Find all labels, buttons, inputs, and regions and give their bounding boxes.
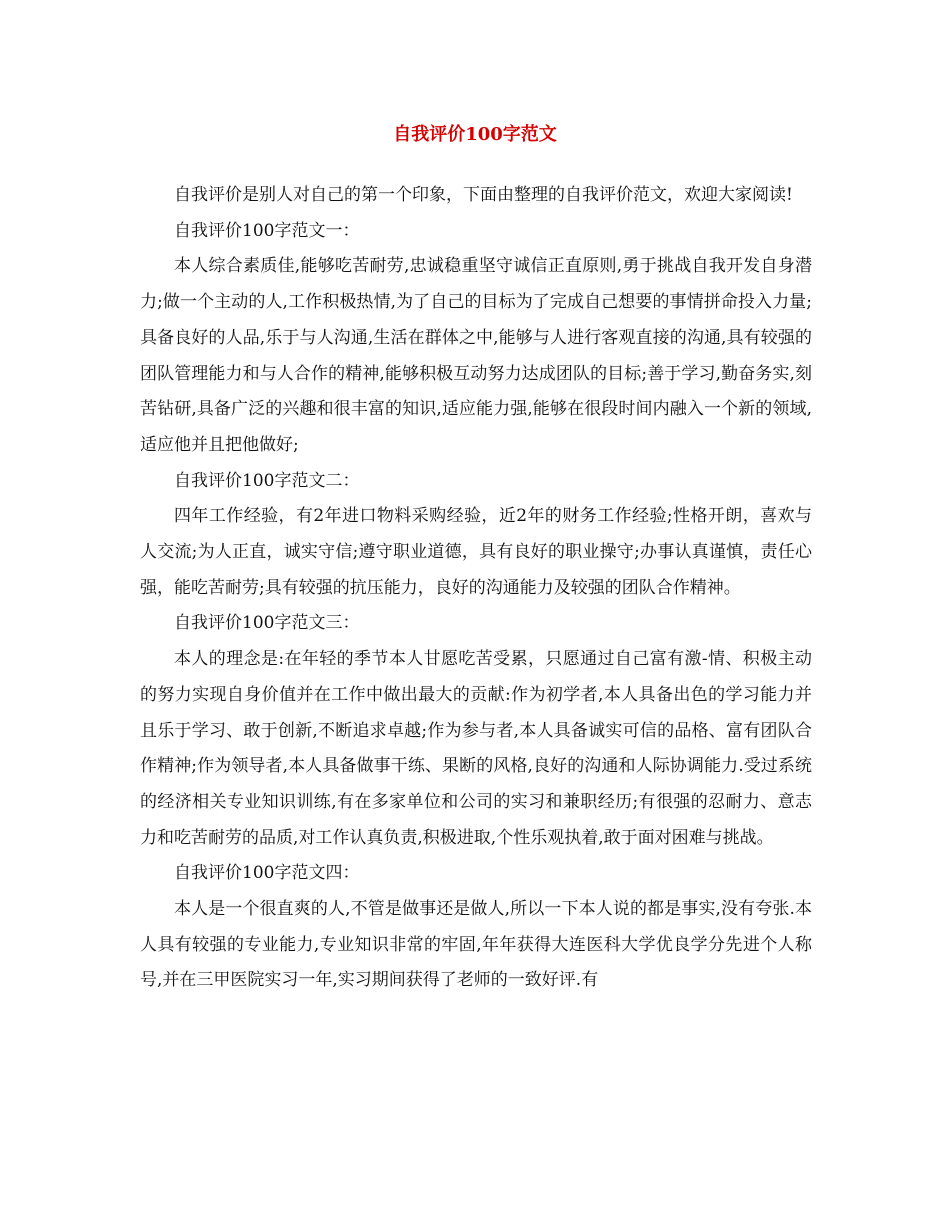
section-body-1: 本人综合素质佳,能够吃苦耐劳,忠诚稳重坚守诚信正直原则,勇于挑战自我开发自身潜力;做一个主动的人,工作积极热情,为了自己的目标为了完成自己想要的事情拼命投入力量;具备良好的人品,乐于与人沟通,生活在群体之中,能够与人进行客观直接的沟通,具有较强的团队管理能力和与人合作的精神,能够积极互动努力达成团队的目标;善于学习,勤奋务实,刻苦钻研,具备广泛的兴趣和很丰富的知识,适应能力强,能够在很段时间内融入一个新的领域,适应他并且把他做好; <box>140 256 812 455</box>
section-heading-1: 自我评价100字范文一： <box>174 220 360 241</box>
section-heading-4: 自我评价100字范文四： <box>174 863 360 884</box>
section-body-4: 本人是一个很直爽的人,不管是做事还是做人,所以一下本人说的都是事实,没有夸张.本人具有较强的专业能力,专业知识非常的牢固,年年获得大连医科大学优良学分先进个人称号,并在三甲医院实习一年,实习期间获得了老师的一致好评.有 <box>140 899 812 991</box>
section-body-3: 本人的理念是:在年轻的季节本人甘愿吃苦受累，只愿通过自己富有激-情、积极主动的努力实现自身价值并在工作中做出最大的贡献:作为初学者,本人具备出色的学习能力并且乐于学习、敢于创新,不断追求卓越;作为参与者,本人具备诚实可信的品格、富有团队合作精神;作为领导者,本人具备做事干练、果断的风格,良好的沟通和人际协调能力.受过系统的经济相关专业知识训练,有在多家单位和公司的实习和兼职经历;有很强的忍耐力、意志力和吃苦耐劳的品质,对工作认真负责,积极进取,个性乐观执着,敢于面对困难与挑战。 <box>140 649 812 848</box>
document-body <box>140 178 812 999</box>
document-title: 自我评价100字范文 <box>393 124 557 145</box>
section-heading-3: 自我评价100字范文三： <box>174 613 360 634</box>
section-body-2: 四年工作经验，有2年进口物料采购经验，近2年的财务工作经验;性格开朗，喜欢与人交流;为人正直，诚实守信;遵守职业道德，具有良好的职业操守;办事认真谨慎，责任心强，能吃苦耐劳;具有较强的抗压能力，良好的沟通能力及较强的团队合作精神。 <box>140 506 812 598</box>
intro-paragraph: 自我评价是别人对自己的第一个印象，下面由整理的自我评价范文，欢迎大家阅读! <box>174 185 793 205</box>
section-heading-2: 自我评价100字范文二： <box>174 470 360 491</box>
